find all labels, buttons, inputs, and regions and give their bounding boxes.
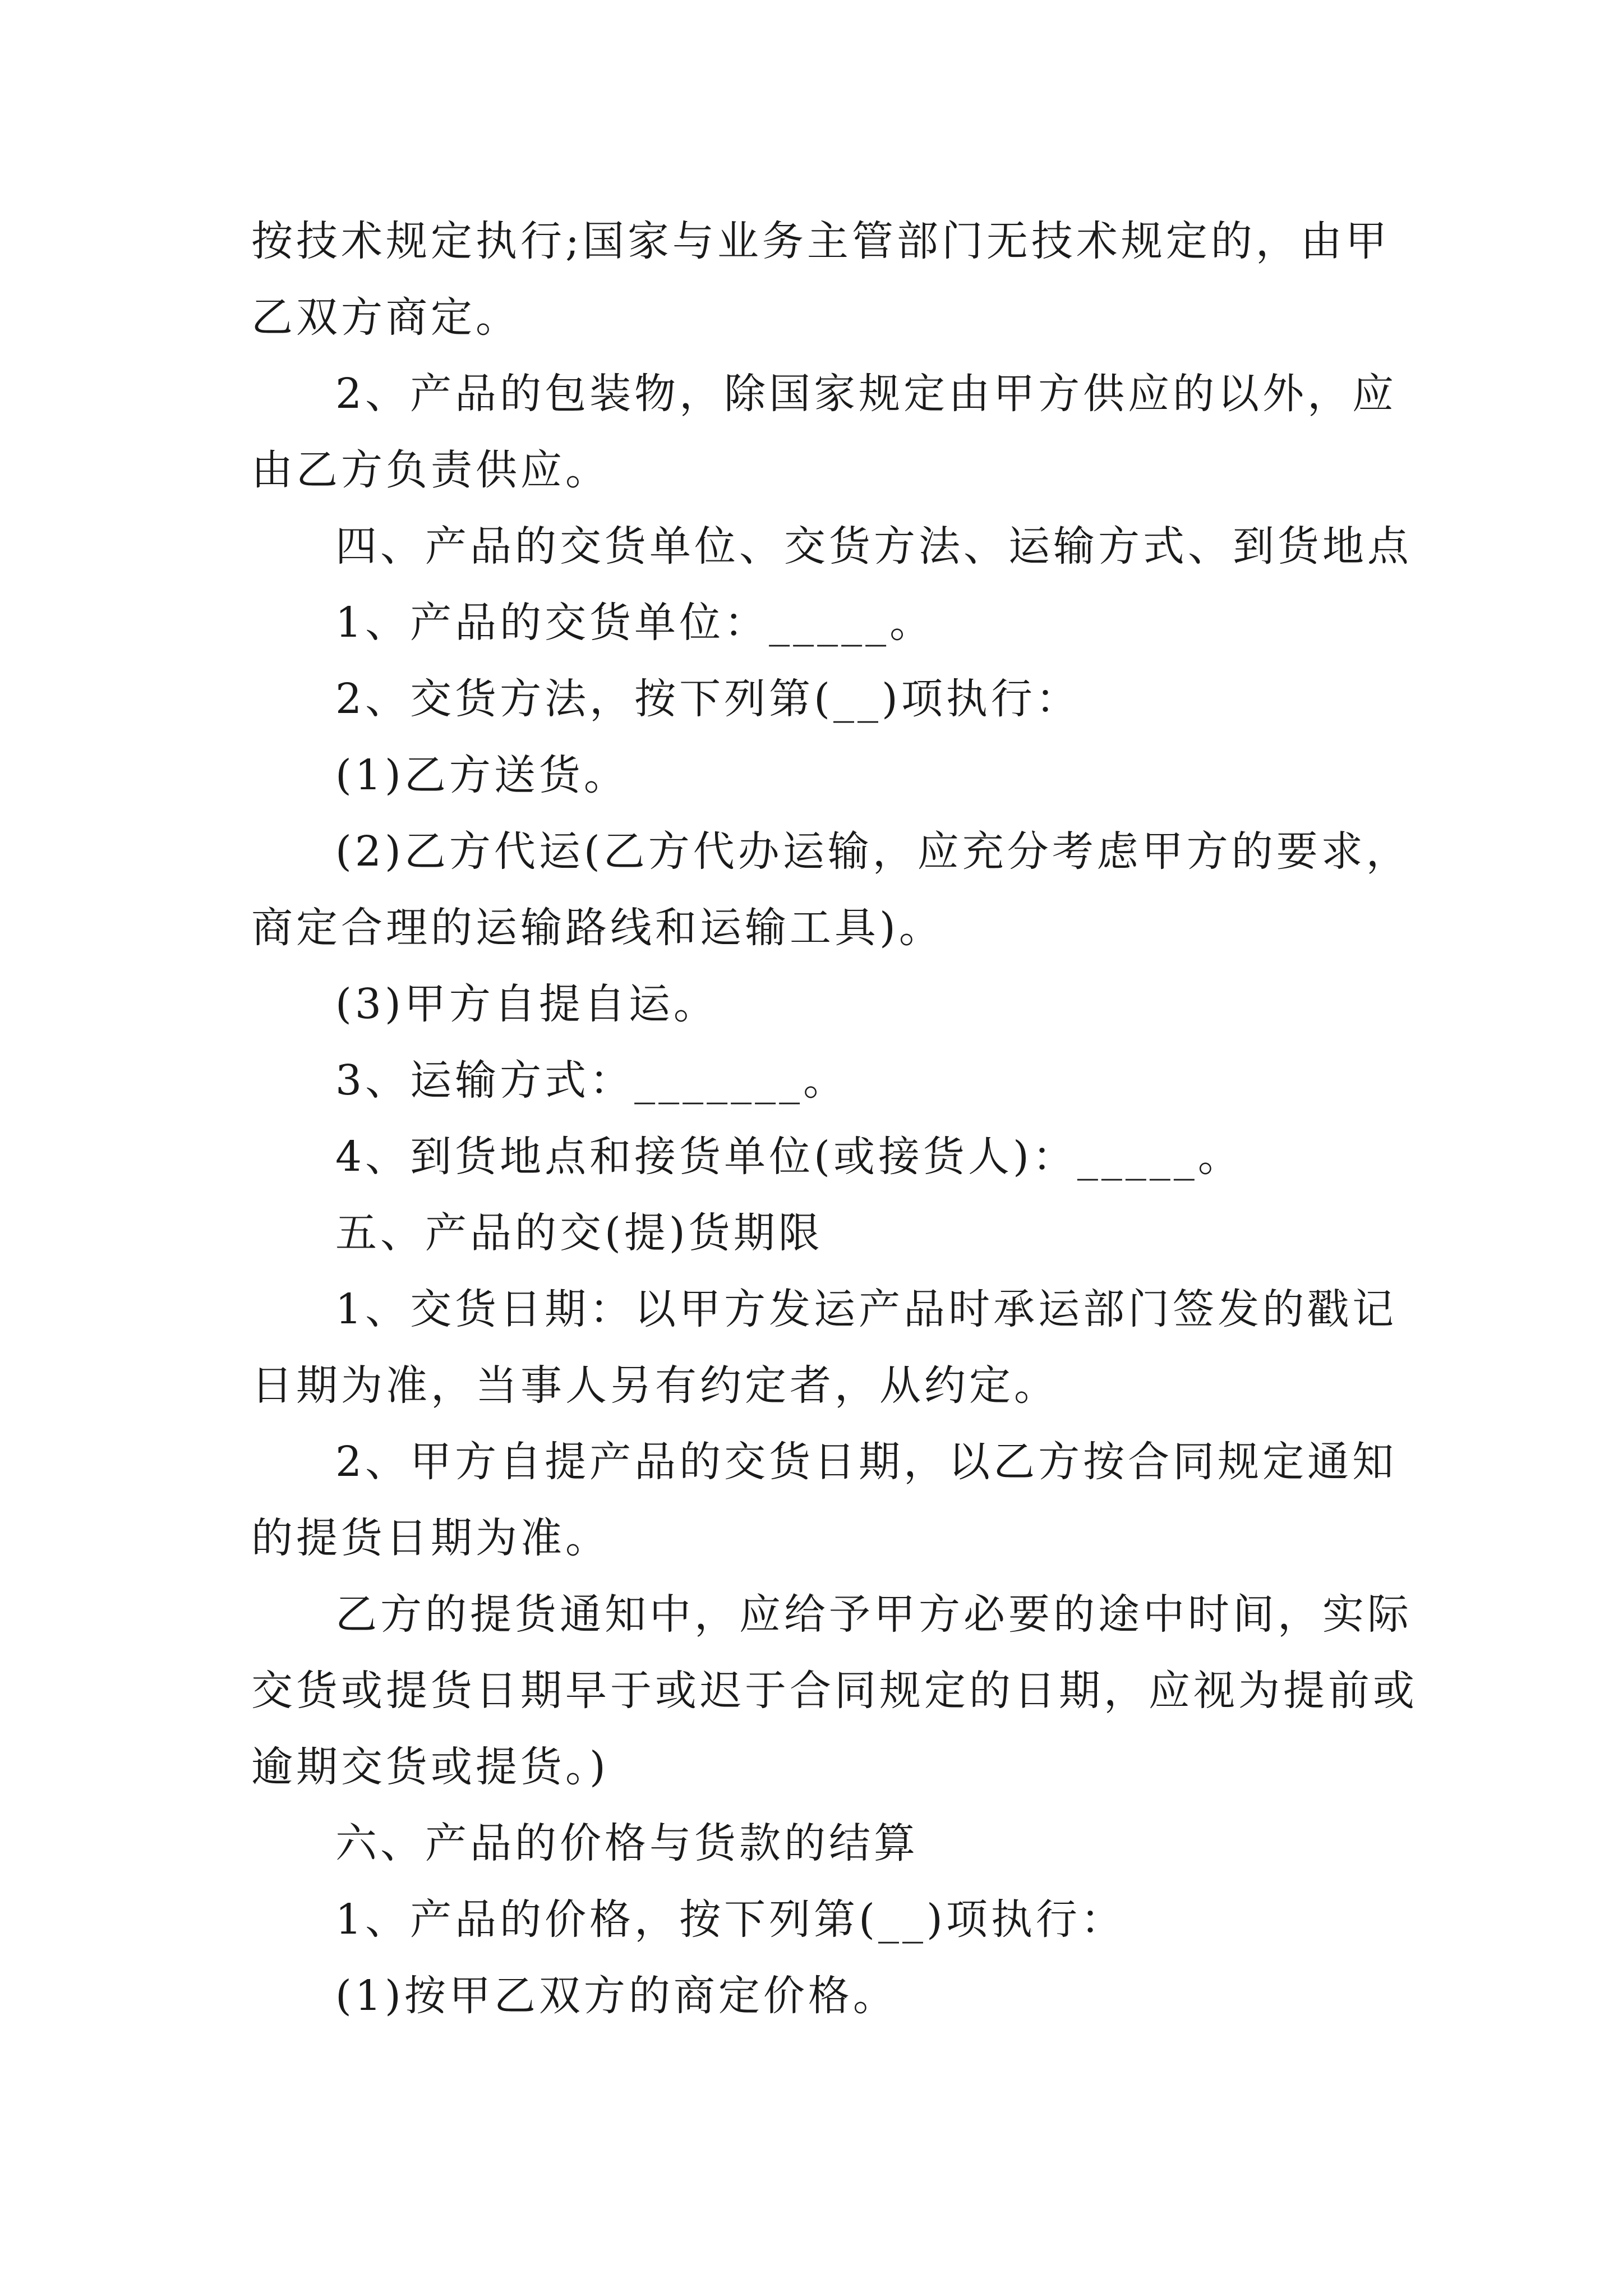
text-line: 按技术规定执行;国家与业务主管部门无技术规定的，由甲 [251,217,1390,265]
section-heading: 五、产品的交(提)货期限 [335,1209,823,1257]
text-line: 的提货日期为准。 [251,1514,610,1562]
text-line: (3)甲方自提自运。 [335,980,718,1028]
text-line: 1、交货日期：以甲方发运产品时承运部门签发的戳记 [335,1285,1398,1333]
text-line: 2、产品的包装物，除国家规定由甲方供应的以外，应 [335,370,1398,418]
text-line: (1)乙方送货。 [335,751,629,799]
text-line: 逾期交货或提货。) [251,1743,609,1791]
document-body [251,203,1418,2034]
text-line: 2、甲方自提产品的交货日期，以乙方按合同规定通知 [335,1438,1398,1486]
section-heading: 六、产品的价格与货款的结算 [335,1819,919,1867]
text-line: 交货或提货日期早于或迟于合同规定的日期，应视为提前或 [251,1667,1418,1715]
text-line: (2)乙方代运(乙方代办运输，应充分考虑甲方的要求， [335,827,1411,876]
text-line: 由乙方负责供应。 [251,446,610,494]
text-line: 乙双方商定。 [251,293,520,342]
text-line: 日期为准，当事人另有约定者，从约定。 [251,1361,1059,1410]
text-line: 乙方的提货通知中，应给予甲方必要的途中时间，实际 [335,1590,1412,1639]
text-line: 3、运输方式：_______。 [335,1056,849,1105]
text-line: (1)按甲乙双方的商定价格。 [335,1972,898,2020]
text-line: 4、到货地点和接货单位(或接货人)：_____。 [335,1133,1243,1181]
text-line: 商定合理的运输路线和运输工具)。 [251,904,944,952]
text-line: 1、产品的交货单位：_____。 [335,599,935,647]
text-line: 1、产品的价格，按下列第(__)项执行： [335,1895,1126,1944]
text-line: 2、交货方法，按下列第(__)项执行： [335,675,1081,723]
section-heading: 四、产品的交货单位、交货方法、运输方式、到货地点 [335,522,1412,570]
